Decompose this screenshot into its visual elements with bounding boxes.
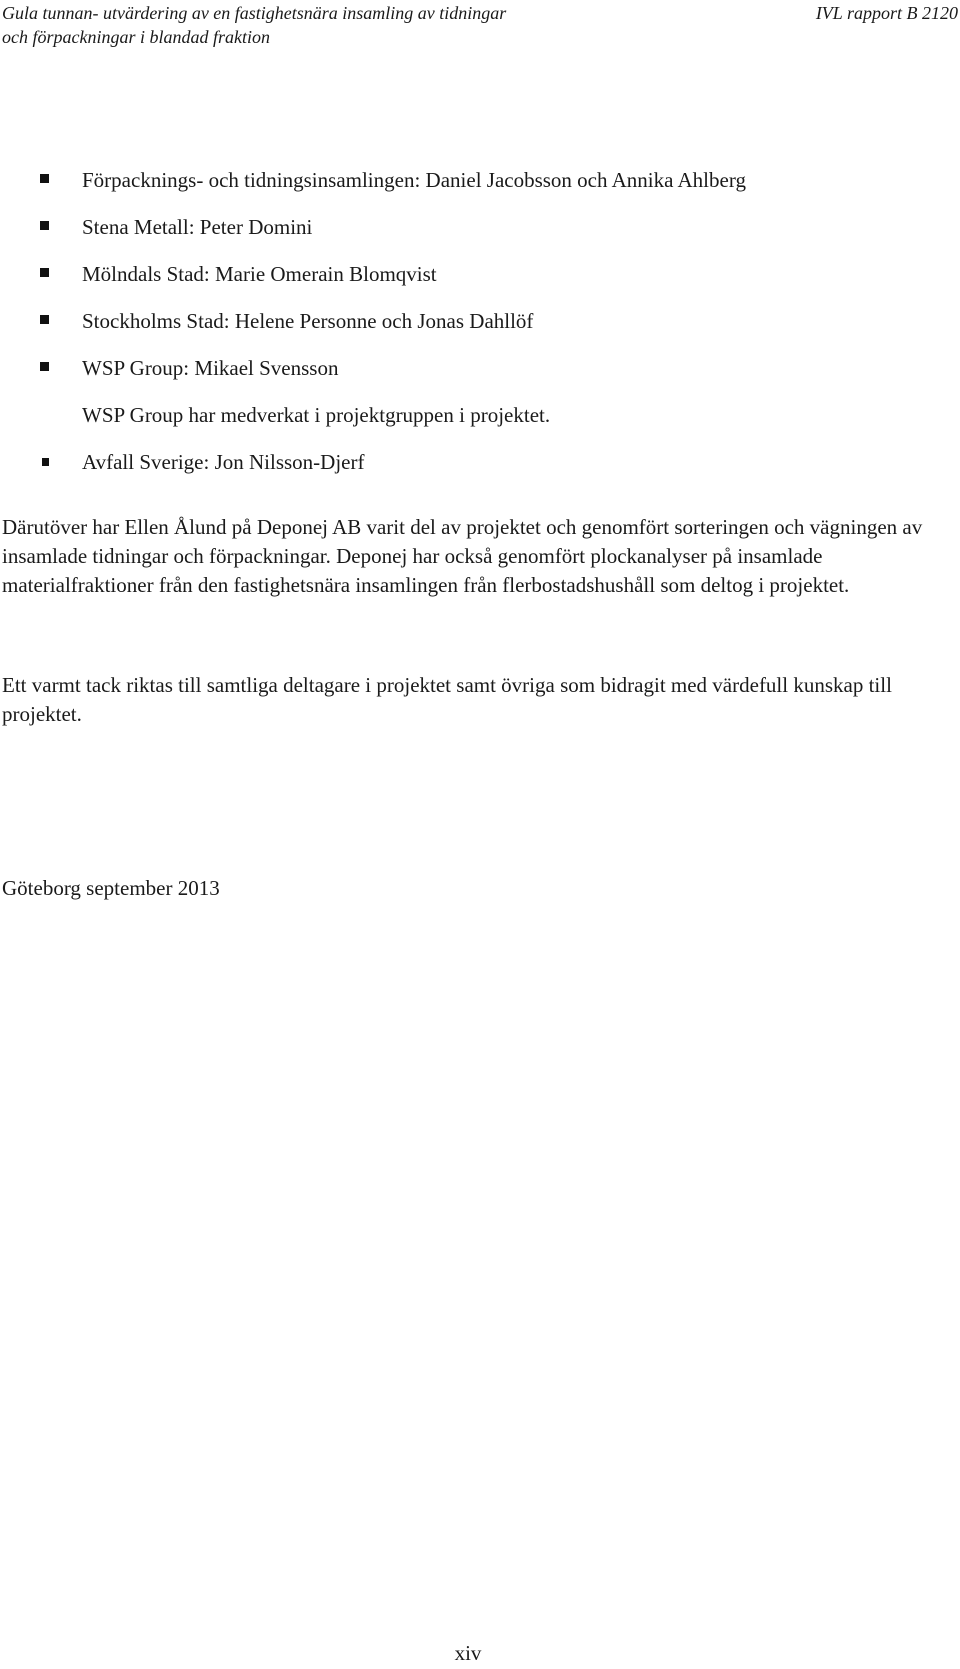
report-title-line-1: Gula tunnan- utvärdering av en fastighetsnära insamling av tidningar: [2, 3, 507, 23]
square-bullet-icon: [42, 458, 49, 466]
list-item: [0, 165, 960, 212]
body-paragraph-2: Ett varmt tack riktas till samtliga deltagare i projektet samt övriga som bidragit med värdefull kunskap till projektet.: [2, 673, 892, 726]
contributor-note: WSP Group har medverkat i projektgruppen i projektet.: [82, 403, 551, 427]
report-id: IVL rapport B 2120: [815, 3, 958, 23]
square-bullet-icon: [40, 221, 49, 230]
body-paragraph-1: Därutöver har Ellen Ålund på Deponej AB varit del av projektet och genomfört sorteringen och vägningen av insamlade tidningar och förpackningar. Deponej har också genomfört plockanalyser på insamlade materialfraktioner från den fastighetsnära insamlingen från flerbostadshushåll som deltog i projektet.: [2, 515, 923, 597]
list-item: [0, 353, 960, 400]
list-item-text: Stockholms Stad: Helene Personne och Jonas Dahllöf: [82, 309, 534, 333]
list-item: [0, 306, 960, 353]
report-title: [2, 1, 506, 49]
square-bullet-icon: [40, 362, 49, 371]
list-item: [0, 259, 960, 306]
list-item-text: Stena Metall: Peter Domini: [82, 215, 313, 239]
list-item-text: Förpacknings- och tidningsinsamlingen: Daniel Jacobsson och Annika Ahlberg: [82, 168, 746, 192]
square-bullet-icon: [40, 315, 49, 324]
list-item-text: Avfall Sverige: Jon Nilsson-Djerf: [82, 450, 365, 474]
page-number: xiv: [454, 1641, 482, 1665]
list-item-text: Mölndals Stad: Marie Omerain Blomqvist: [82, 262, 437, 286]
list-item: [0, 212, 960, 259]
square-bullet-icon: [40, 174, 49, 183]
place-date-line: Göteborg september 2013: [2, 876, 220, 900]
list-item: [0, 447, 960, 494]
list-item-text: WSP Group: Mikael Svensson: [82, 356, 339, 380]
square-bullet-icon: [40, 268, 49, 277]
contributor-list: [0, 165, 960, 494]
report-title-line-2: och förpackningar i blandad fraktion: [2, 27, 270, 47]
